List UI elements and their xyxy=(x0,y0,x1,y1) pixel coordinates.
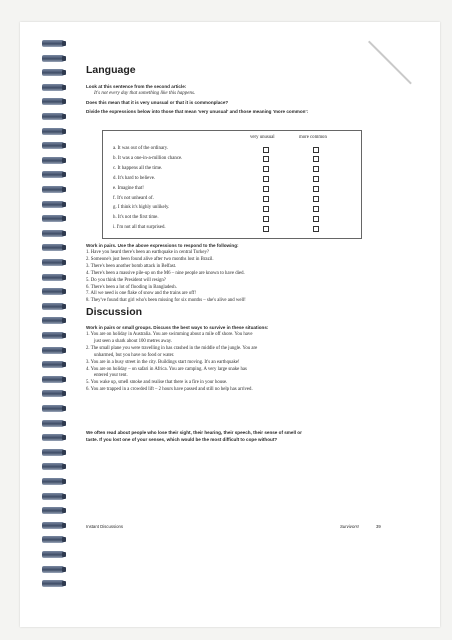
language-question: Does this mean that it is very unusual or that it is commonplace? xyxy=(86,100,229,105)
binding-ring xyxy=(42,215,64,222)
binding-ring xyxy=(42,201,64,208)
binding-ring xyxy=(42,113,64,120)
binding-ring xyxy=(42,478,64,485)
binding-ring xyxy=(42,84,64,91)
binding-ring xyxy=(42,128,64,135)
col-more-common: more common xyxy=(299,135,327,140)
divide-instruction: Divide the expressions below into those that mean 'very unusual' and those meaning 'more common': xyxy=(86,109,309,114)
closing-question-line1: We often read about people who lose their sight, their hearing, their speech, their sense of smell or xyxy=(86,430,302,435)
spiral-binding xyxy=(42,40,66,595)
footer-book-title: Instant Discussions xyxy=(86,524,124,529)
binding-ring xyxy=(42,98,64,105)
binding-ring xyxy=(42,434,64,441)
expression-text: d. It's hard to believe. xyxy=(113,175,156,181)
binding-ring xyxy=(42,274,64,281)
prompt-item: 7. All we need is one flake of snow and the trains are off! xyxy=(86,291,196,297)
more-common-checkbox[interactable] xyxy=(313,156,319,162)
very-unusual-checkbox[interactable] xyxy=(263,196,269,202)
expression-row xyxy=(113,204,353,212)
expression-row xyxy=(113,155,353,163)
expression-text: c. It happens all the time. xyxy=(113,165,163,171)
article-quote: It's not every day that something like this happens. xyxy=(94,91,196,96)
binding-ring xyxy=(42,259,64,266)
prompt-item: 2. Someone's just been found alive after two months lost in Brazil. xyxy=(86,256,214,262)
expression-row xyxy=(113,175,353,183)
situation-item: 1. You are on holiday in Australia. You are swimming about a mile off shore. You have xyxy=(86,332,253,337)
expression-text: b. It was a one-in-a-million chance. xyxy=(113,155,183,161)
binding-ring xyxy=(42,303,64,310)
footer-unit-title: Survivors! xyxy=(340,524,360,529)
binding-ring xyxy=(42,551,64,558)
prompt-list xyxy=(86,250,246,305)
binding-ring xyxy=(42,186,64,193)
more-common-checkbox[interactable] xyxy=(313,226,319,232)
binding-ring xyxy=(42,463,64,470)
prompt-item: 3. There's been another bomb attack in Belfast. xyxy=(86,263,177,269)
binding-ring xyxy=(42,580,64,587)
expression-text: g. I think it's highly unlikely. xyxy=(113,205,170,211)
language-instruction: Look at this sentence from the second article: xyxy=(86,84,187,89)
more-common-checkbox[interactable] xyxy=(313,186,319,192)
binding-ring xyxy=(42,230,64,237)
very-unusual-checkbox[interactable] xyxy=(263,216,269,222)
situation-item-continued: just seen a shark about 100 metres away. xyxy=(94,338,173,344)
prompt-item: 5. Do you think the President will resign? xyxy=(86,277,166,283)
binding-ring xyxy=(42,69,64,76)
very-unusual-checkbox[interactable] xyxy=(263,156,269,162)
binding-ring xyxy=(42,288,64,295)
very-unusual-checkbox[interactable] xyxy=(263,176,269,182)
expression-text: f. It's not unheard of. xyxy=(113,195,154,201)
closing-question-line2: taste. If you lost one of your senses, which would be the most difficult to cope without? xyxy=(86,437,278,442)
binding-ring xyxy=(42,244,64,251)
situation-item-continued: entered your tent. xyxy=(94,373,128,379)
situation-item-continued: unharmed, but you have no food or water. xyxy=(94,352,175,358)
binding-ring xyxy=(42,566,64,573)
binding-ring xyxy=(42,361,64,368)
expression-row xyxy=(113,224,353,232)
binding-ring xyxy=(42,171,64,178)
situation-item: 5. You wake up, smell smoke and realise that there is a fire in your house. xyxy=(86,380,228,386)
expression-row xyxy=(113,185,353,193)
expression-text: e. Imagine that! xyxy=(113,185,144,191)
expression-row xyxy=(113,195,353,203)
binding-ring xyxy=(42,142,64,149)
expression-text: h. It's not the first time. xyxy=(113,215,159,221)
more-common-checkbox[interactable] xyxy=(313,196,319,202)
binding-ring xyxy=(42,493,64,500)
more-common-checkbox[interactable] xyxy=(313,176,319,182)
prompt-item: 4. There's been a massive pile-up on the M6 – nine people are known to have died. xyxy=(86,270,245,276)
prompt-item: 6. There's been a lot of flooding in Bangladesh. xyxy=(86,284,177,290)
binding-ring xyxy=(42,376,64,383)
binding-ring xyxy=(42,420,64,427)
expression-row xyxy=(113,165,353,173)
situation-item: 3. You are in a busy street in the city. Buildings start moving. It's an earthquake! xyxy=(86,359,240,365)
binding-ring xyxy=(42,536,64,543)
more-common-checkbox[interactable] xyxy=(313,166,319,172)
binding-ring xyxy=(42,332,64,339)
more-common-checkbox[interactable] xyxy=(313,147,319,153)
language-heading: Language xyxy=(86,64,136,76)
more-common-checkbox[interactable] xyxy=(313,216,319,222)
discussion-heading: Discussion xyxy=(86,306,143,318)
binding-ring xyxy=(42,157,64,164)
binding-ring xyxy=(42,347,64,354)
expressions-table xyxy=(102,130,362,239)
binding-ring xyxy=(42,390,64,397)
binding-ring xyxy=(42,522,64,529)
expression-text: i. I'm not all that surprised. xyxy=(113,225,166,231)
binding-ring xyxy=(42,405,64,412)
binding-ring xyxy=(42,40,64,47)
very-unusual-checkbox[interactable] xyxy=(263,186,269,192)
expression-text: a. It was out of the ordinary. xyxy=(113,146,169,151)
very-unusual-checkbox[interactable] xyxy=(263,206,269,212)
pairs-instruction: Work in pairs. Use the above expressions to respond to the following: xyxy=(86,243,239,248)
very-unusual-checkbox[interactable] xyxy=(263,226,269,232)
expression-row xyxy=(113,145,353,153)
situation-item: 2. The small plane you were travelling in has crashed in the middle of the jungle. You are xyxy=(86,345,258,351)
binding-ring xyxy=(42,55,64,62)
more-common-checkbox[interactable] xyxy=(313,206,319,212)
col-very-unusual: very unusual xyxy=(250,135,275,140)
prompt-item: 8. They've found that girl who's been missing for six months – she's alive and well! xyxy=(86,298,246,304)
discussion-instruction: Work in pairs or small groups. Discuss the best ways to survive in these situations: xyxy=(86,325,269,330)
situation-item: 4. You are on holiday – on safari in Africa. You are camping. A very large snake has xyxy=(86,366,247,372)
very-unusual-checkbox[interactable] xyxy=(263,166,269,172)
prompt-item: 1. Have you heard there's been an earthquake in central Turkey? xyxy=(86,250,210,255)
binding-ring xyxy=(42,317,64,324)
binding-ring xyxy=(42,449,64,456)
very-unusual-checkbox[interactable] xyxy=(263,147,269,153)
situation-list xyxy=(86,332,257,394)
binding-ring xyxy=(42,507,64,514)
situation-item: 6. You are trapped in a crowded lift – 2 hours have passed and still no help has arrived. xyxy=(86,387,253,393)
footer-page-number: 39 xyxy=(376,524,381,529)
expression-row xyxy=(113,214,353,222)
